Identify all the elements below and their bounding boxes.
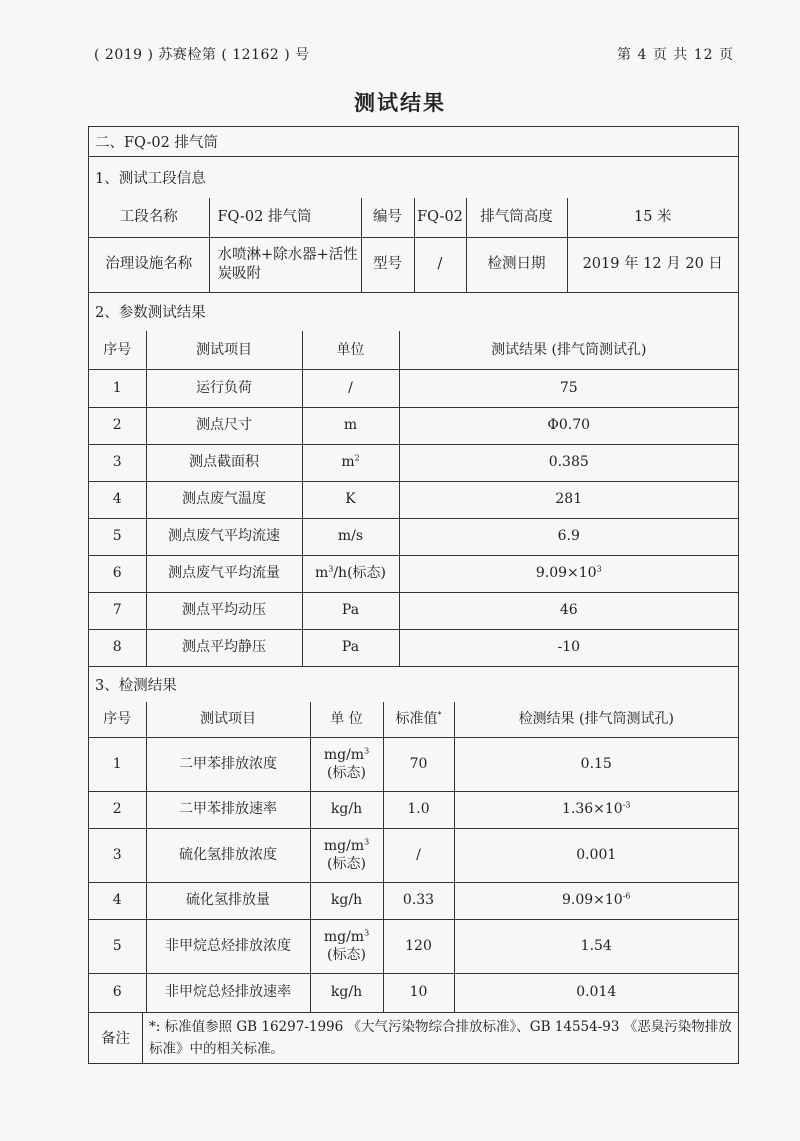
unit-condition: (标态) [327, 856, 366, 872]
unit-base: mg/m [323, 928, 365, 945]
table-row [89, 882, 738, 919]
unit: m/s [302, 518, 399, 555]
page-title: 测试结果 [354, 90, 446, 115]
test-result: 0.15 [454, 737, 738, 791]
table-row [89, 973, 738, 1012]
unit-condition: (标态) [327, 947, 366, 963]
test-item: 测点尺寸 [146, 407, 302, 444]
unit [310, 737, 383, 791]
value-stack-height: 15 米 [567, 198, 738, 237]
test-item: 运行负荷 [146, 369, 302, 407]
remarks-label: 备注 [89, 1012, 143, 1063]
standard-value: 10 [383, 973, 454, 1012]
test-result: -10 [399, 629, 738, 666]
test-item: 测点平均动压 [146, 592, 302, 629]
row-number: 8 [89, 629, 146, 666]
test-result: 46 [399, 592, 738, 629]
detection-table [89, 702, 738, 1013]
table-row [89, 919, 738, 973]
standard-value: 70 [383, 737, 454, 791]
test-item: 测点废气温度 [146, 481, 302, 518]
test-item: 硫化氢排放量 [146, 882, 310, 919]
table-row [89, 555, 738, 592]
standard-value: 1.0 [383, 791, 454, 828]
row-number: 5 [89, 518, 146, 555]
unit: m [302, 407, 399, 444]
result-exponent: -6 [622, 891, 631, 901]
test-result: 1.54 [454, 919, 738, 973]
test-result: 281 [399, 481, 738, 518]
test-item: 硫化氢排放浓度 [146, 828, 310, 882]
unit-base: m [341, 454, 355, 471]
table-row [89, 407, 738, 444]
row-number: 6 [89, 555, 146, 592]
unit: Pa [302, 592, 399, 629]
test-result: 6.9 [399, 518, 738, 555]
test-item: 二甲苯排放浓度 [146, 737, 310, 791]
test-result [454, 882, 738, 919]
test-result: 0.014 [454, 973, 738, 1012]
label-stack-height: 排气筒高度 [466, 198, 567, 237]
result-mantissa: 1.36×10 [561, 801, 623, 818]
standard-value: 0.33 [383, 882, 454, 919]
unit [302, 444, 399, 481]
result-mantissa: 9.09×10 [535, 565, 597, 582]
value-test-date: 2019 年 12 月 20 日 [567, 237, 738, 292]
label-section-name: 工段名称 [89, 198, 209, 237]
row-number: 1 [89, 737, 146, 791]
table-row [89, 629, 738, 666]
section1-heading: 1、测试工段信息 [95, 170, 206, 187]
result-mantissa: 9.09×10 [561, 892, 623, 909]
column-header: 单位 [302, 331, 399, 369]
test-item: 二甲苯排放速率 [146, 791, 310, 828]
label-number: 编号 [361, 198, 414, 237]
column-header: 单 位 [310, 702, 383, 737]
standard-value: 120 [383, 919, 454, 973]
value-facility-name: 水喷淋+除水器+活性炭吸附 [209, 237, 361, 292]
report-number: ( 2019 ) 苏赛检第 ( 12162 ) 号 [94, 47, 310, 63]
row-number: 7 [89, 592, 146, 629]
table-row [89, 369, 738, 407]
row-number: 2 [89, 407, 146, 444]
test-item: 测点截面积 [146, 444, 302, 481]
value-model: / [414, 237, 466, 292]
section2-heading: 2、参数测试结果 [95, 305, 206, 321]
unit-exponent: 3 [364, 837, 370, 847]
result-exponent: -3 [622, 800, 631, 810]
table-row [89, 481, 738, 518]
unit-base: mg/m [323, 746, 365, 763]
standard-value: / [383, 828, 454, 882]
test-result: Φ0.70 [399, 407, 738, 444]
page-indicator: 第 4 页 共 12 页 [617, 47, 734, 63]
test-item: 测点废气平均流速 [146, 518, 302, 555]
section-main-heading: 二、FQ-02 排气筒 [95, 135, 218, 151]
label-test-date: 检测日期 [466, 237, 567, 292]
table-row [89, 791, 738, 828]
value-section-name: FQ-02 排气筒 [209, 198, 361, 237]
unit: K [302, 481, 399, 518]
remarks-row [89, 1012, 738, 1063]
table-row [89, 828, 738, 882]
table-row [89, 592, 738, 629]
test-result: 0.001 [454, 828, 738, 882]
row-number: 6 [89, 973, 146, 1012]
row-number: 4 [89, 481, 146, 518]
row-number: 4 [89, 882, 146, 919]
column-header: 测试项目 [146, 702, 310, 737]
column-header: 测试结果 (排气筒测试孔) [399, 331, 738, 369]
remarks-text: *: 标准值参照 GB 16297-1996 《大气污染物综合排放标准》、GB 14554-93 《恶臭污染物排放标准》中的相关标准。 [149, 1019, 732, 1057]
unit [310, 919, 383, 973]
row-number: 5 [89, 919, 146, 973]
std-marker: * [437, 710, 442, 720]
parameter-table [89, 331, 738, 667]
table-row [89, 444, 738, 481]
column-header [383, 702, 454, 737]
unit-base: mg/m [323, 837, 365, 854]
column-header: 测试项目 [146, 331, 302, 369]
test-result [399, 555, 738, 592]
unit-condition: (标态) [327, 765, 366, 781]
unit-exponent: 2 [354, 453, 360, 463]
test-result [454, 791, 738, 828]
test-item: 非甲烷总烃排放速率 [146, 973, 310, 1012]
result-exponent: 3 [596, 564, 602, 574]
test-result: 0.385 [399, 444, 738, 481]
row-number: 3 [89, 444, 146, 481]
table-row [89, 737, 738, 791]
unit-exponent: 3 [328, 564, 334, 574]
unit-tail: /h(标态) [333, 565, 387, 582]
label-model: 型号 [361, 237, 414, 292]
unit-exponent: 3 [364, 928, 370, 938]
results-frame [88, 126, 739, 1064]
column-header: 序号 [89, 702, 146, 737]
column-header: 检测结果 (排气筒测试孔) [454, 702, 738, 737]
unit: kg/h [310, 791, 383, 828]
section-info-table [89, 198, 738, 293]
row-number: 2 [89, 791, 146, 828]
test-item: 测点废气平均流量 [146, 555, 302, 592]
value-number: FQ-02 [414, 198, 466, 237]
label-facility-name: 治理设施名称 [89, 237, 209, 292]
section3-heading: 3、检测结果 [95, 677, 177, 694]
std-label: 标准值 [395, 711, 438, 728]
unit: Pa [302, 629, 399, 666]
test-result: 75 [399, 369, 738, 407]
unit: kg/h [310, 882, 383, 919]
unit: / [302, 369, 399, 407]
test-item: 非甲烷总烃排放浓度 [146, 919, 310, 973]
unit [310, 828, 383, 882]
unit-exponent: 3 [364, 746, 370, 756]
row-number: 3 [89, 828, 146, 882]
unit: kg/h [310, 973, 383, 1012]
test-item: 测点平均静压 [146, 629, 302, 666]
unit [302, 555, 399, 592]
unit-base: m [314, 565, 329, 582]
row-number: 1 [89, 369, 146, 407]
column-header: 序号 [89, 331, 146, 369]
table-row [89, 518, 738, 555]
